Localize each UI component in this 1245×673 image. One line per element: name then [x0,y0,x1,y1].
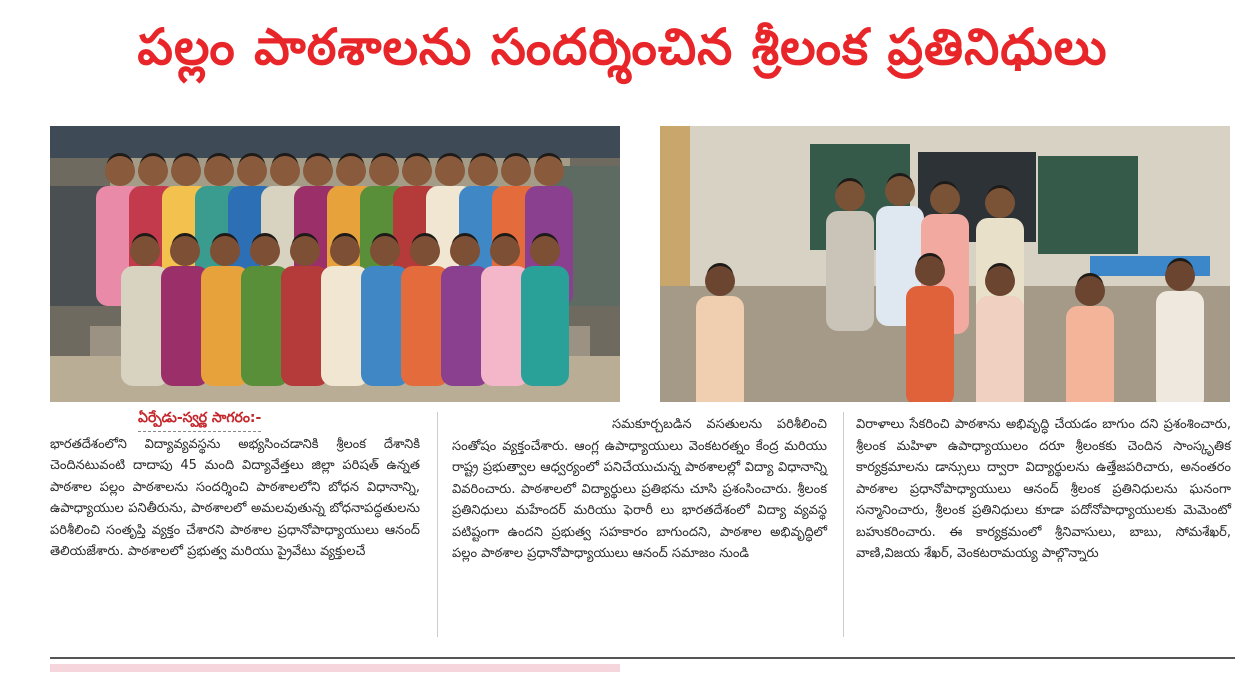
group-photo [50,126,620,402]
accent-bar [50,664,620,672]
dateline: ఏర్పేడు-స్వర్ణ సాగరం:- [138,408,261,432]
bottom-rule [50,657,1235,659]
column-separator [437,412,438,637]
column-separator [843,412,844,637]
article-column-2 [452,414,827,565]
article-text-3: విరాళాలు సేకరించి పాఠశాను అభివృద్ధి చేయడం బాగుం దని ప్రశంశించారు, శ్రీలంక మహిళా ఉపాధ్యాయులం దరూ శ్రీలంకకు చెందిన సాంస్కృతిక కార్యక్రమాలను డాన్సులు ద్వారా విద్యార్థులను ఉత్తేజపరిచారు, అనంతరం పాఠశాల ప్రధానోపాధ్యాయులు ఆనంద్ శ్రీలంక ప్రతినిధులను ఘనంగా సన్మానించారు, శ్రీలంక ప్రతినిధులు కూడా పదోనోపాధ్యాయులకు మెమెంటో బహుకరించారు. ఈ కార్యక్రమంలో శ్రీనివాసులు, బాబు, సోమశేఖర్, వాణి,విజయ శేఖర్, వెంకటరామయ్య పాల్గొన్నారు [856,417,1231,561]
classroom-photo [660,126,1230,402]
article-text-1: భారతదేశంలోని విద్యావ్యవస్థను అభ్యసించడానికి శ్రీలంక దేశానికి చెందినటువంటి దాదాపు 45 మంది విద్యావేత్తలు జిల్లా పరిషత్ ఉన్నత పాఠశాల పల్లం పాఠశాలను సందర్శించి పాఠశాలలోని బోధన విధానాన్ని, ఉపాధ్యాయుల పనితీరును, పాఠశాలలో అమలవుతున్న బోధనాపద్ధతులను పరిశీలించి సంతృప్తి వ్యక్తం చేశారని పాఠశాల ప్రధానోపాధ్యాయులు ఆనంద్ తెలియజేశారు. పాఠశాలలో ప్రభుత్వ మరియు ప్రైవేటు వ్యక్తులచే [50,436,420,559]
article-column-1 [50,408,420,563]
article-column-3 [856,414,1231,565]
headline: పల్లం పాఠశాలను సందర్శించిన శ్రీలంక ప్రతినిధులు [137,18,1108,76]
article-text-2: సమకూర్చబడిన వసతులను పరిశీలించి సంతోషం వ్యక్తంచేశారు. ఆంగ్ల ఉపాధ్యాయులు వెంకటరత్నం కేంద్ర మరియు రాష్ట్ర ప్రభుత్వాల ఆధ్వర్యంలో పనిచేయుచున్న పాఠశాలల్లో విద్యా విధానాన్ని వివరించారు. పాఠశాలలో విద్యార్థులు ప్రతిభను చూసి ప్రశంసించారు. శ్రీలంక ప్రతినిధులు మహేందర్ మరియు ఫెరారీ లు భారతదేశంలో విద్యా వ్యవస్థ పటిష్టంగా ఉందని ప్రభుత్వ సహకారం బాగుందని, పాఠశాల అభివృద్ధిలో పల్లం పాఠశాల ప్రధానోపాధ్యాయులు ఆనంద్ సమాజం నుండి [452,417,827,561]
